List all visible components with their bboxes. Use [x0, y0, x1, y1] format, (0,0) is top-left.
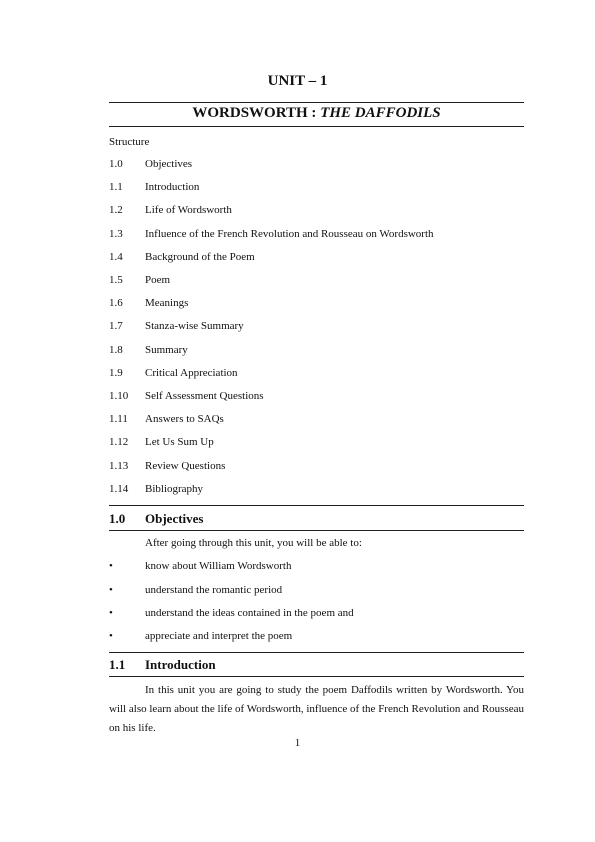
- toc-item: [109, 158, 524, 172]
- title-rule-bottom: [109, 126, 524, 127]
- toc-item: [109, 297, 524, 311]
- toc-text: Life of Wordsworth: [145, 204, 232, 216]
- toc-text: Critical Appreciation: [145, 367, 238, 379]
- toc-text: Answers to SAQs: [145, 413, 224, 425]
- toc-item: [109, 274, 524, 288]
- list-item: [109, 560, 524, 574]
- list-item: [109, 630, 524, 644]
- bullet-mark: •: [109, 560, 113, 572]
- objectives-intro: After going through this unit, you will be able to:: [145, 537, 362, 549]
- toc-item: [109, 251, 524, 265]
- toc-number: 1.7: [109, 320, 123, 332]
- toc-text: Introduction: [145, 181, 200, 193]
- main-title-prefix: WORDSWORTH :: [192, 105, 321, 121]
- toc-number: 1.1: [109, 181, 123, 193]
- toc-text: Poem: [145, 274, 171, 286]
- toc-number: 1.10: [109, 390, 129, 402]
- toc-item: [109, 204, 524, 218]
- toc-item: [109, 483, 524, 497]
- page-number: 1: [294, 737, 301, 749]
- toc-text: Objectives: [145, 158, 193, 170]
- toc-text: Summary: [145, 344, 188, 356]
- toc-item: [109, 228, 524, 242]
- section-number: 1.1: [109, 657, 126, 672]
- section-rule-top: [109, 505, 524, 506]
- toc-number: 1.2: [109, 204, 123, 216]
- toc-text: Let Us Sum Up: [145, 436, 214, 448]
- toc-item: [109, 460, 524, 474]
- toc-text: Background of the Poem: [145, 251, 255, 263]
- section-rule-top: [109, 652, 524, 653]
- main-title: [109, 105, 524, 122]
- toc-item: [109, 320, 524, 334]
- bullet-text: appreciate and interpret the poem: [145, 630, 293, 642]
- section-rule-bottom: [109, 676, 524, 677]
- toc-number: 1.12: [109, 436, 129, 448]
- toc-item: [109, 344, 524, 358]
- toc-number: 1.14: [109, 483, 129, 495]
- bullet-text: understand the romantic period: [145, 584, 283, 596]
- bullet-text: know about William Wordsworth: [145, 560, 292, 572]
- bullet-mark: •: [109, 607, 113, 619]
- introduction-paragraph: In this unit you are going to study the poem Daffodils written by Wordsworth. You will also learn about the life of Wordsworth, influence of the French Revolution and Rousseau on his life.: [109, 684, 524, 734]
- toc-item: [109, 390, 524, 404]
- toc-number: 1.11: [109, 413, 128, 425]
- bullet-text: understand the ideas contained in the poem and: [145, 607, 354, 619]
- list-item: [109, 607, 524, 621]
- title-rule-top: [109, 102, 524, 103]
- toc-item: [109, 436, 524, 450]
- toc-text: Influence of the French Revolution and Rousseau on Wordsworth: [145, 228, 434, 240]
- toc-item: [109, 181, 524, 195]
- toc-number: 1.0: [109, 158, 123, 170]
- section-number: 1.0: [109, 511, 126, 526]
- main-title-poem: THE DAFFODILS: [320, 105, 441, 121]
- bullet-mark: •: [109, 630, 113, 642]
- toc-number: 1.6: [109, 297, 123, 309]
- toc-text: Meanings: [145, 297, 189, 309]
- toc-item: [109, 413, 524, 427]
- structure-label: Structure: [109, 136, 150, 148]
- toc-number: 1.4: [109, 251, 123, 263]
- section-title: Objectives: [145, 511, 204, 526]
- toc-number: 1.5: [109, 274, 123, 286]
- toc-number: 1.13: [109, 460, 129, 472]
- toc-text: Bibliography: [145, 483, 204, 495]
- toc-text: Stanza-wise Summary: [145, 320, 244, 332]
- section-title: Introduction: [145, 657, 216, 672]
- toc-text: Review Questions: [145, 460, 226, 472]
- unit-title: UNIT – 1: [267, 73, 328, 89]
- section-rule-bottom: [109, 530, 524, 531]
- list-item: [109, 584, 524, 598]
- bullet-mark: •: [109, 584, 113, 596]
- toc-text: Self Assessment Questions: [145, 390, 264, 402]
- toc-item: [109, 367, 524, 381]
- toc-number: 1.9: [109, 367, 123, 379]
- toc-number: 1.3: [109, 228, 123, 240]
- toc-number: 1.8: [109, 344, 123, 356]
